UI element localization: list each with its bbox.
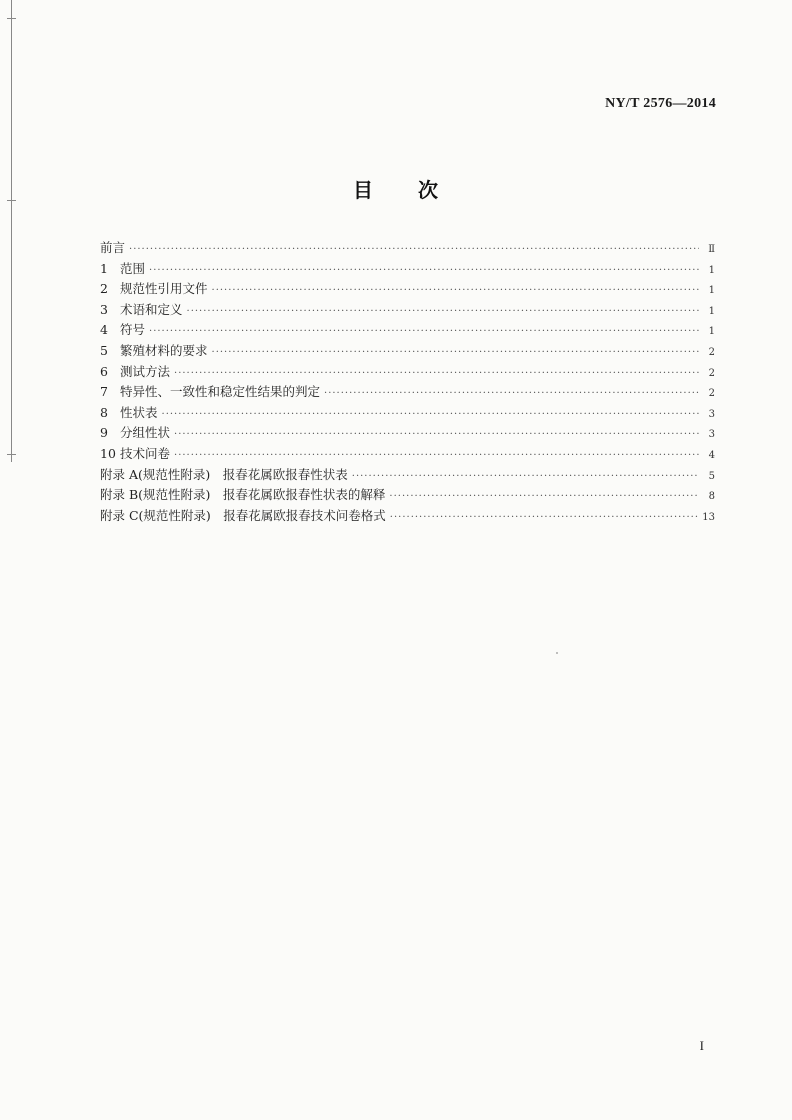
toc-entry-page: 2 — [708, 346, 715, 358]
toc-entry-number: 3 — [100, 301, 108, 317]
toc-entry-number: 1 — [100, 260, 108, 276]
toc-leader-dots — [149, 265, 699, 276]
scan-speck — [556, 652, 558, 654]
page-number: I — [699, 1038, 704, 1053]
toc-entry-8[interactable] — [100, 403, 715, 424]
toc-entry-label: 附录 C(规范性附录) 报春花属欧报春技术问卷格式 — [100, 507, 386, 523]
toc-entry-label: 附录 B(规范性附录) 报春花属欧报春性状表的解释 — [100, 487, 386, 503]
toc-entry-3[interactable] — [100, 300, 715, 321]
toc-leader-dots — [212, 347, 699, 358]
toc-entry-appendix-a[interactable] — [100, 465, 715, 486]
toc-entry-6[interactable] — [100, 362, 715, 383]
toc-entry-number: 4 — [100, 322, 108, 338]
toc-entry-page: 2 — [708, 388, 715, 400]
toc-leader-dots — [187, 306, 699, 317]
toc-entry-7[interactable] — [100, 382, 715, 403]
toc-entry-page: 1 — [708, 285, 715, 297]
toc-entry-page: 1 — [708, 264, 715, 276]
toc-entry-appendix-c[interactable] — [100, 506, 715, 527]
toc-leader-dots — [324, 388, 699, 399]
toc-entry-4[interactable] — [100, 320, 715, 341]
toc-leader-dots — [129, 244, 699, 255]
toc-entry-number: 5 — [100, 342, 108, 358]
toc-leader-dots — [352, 471, 699, 482]
toc-leader-dots — [390, 512, 698, 523]
toc-entry-page: 3 — [708, 408, 715, 420]
toc-entry-number: 8 — [100, 404, 108, 420]
toc-entry-10[interactable] — [100, 444, 715, 465]
toc-entry-5[interactable] — [100, 341, 715, 362]
toc-entry-number: 10 — [100, 445, 116, 461]
toc-entry-number: 2 — [100, 281, 108, 297]
toc-entry-number: 7 — [100, 384, 108, 400]
binding-margin-line — [11, 0, 12, 462]
toc-entry-page: Ⅱ — [708, 244, 715, 255]
document-number: NY/T 2576—2014 — [605, 96, 716, 111]
table-of-contents — [100, 238, 715, 526]
toc-entry-label: 前言 — [100, 240, 126, 255]
toc-entry-page: 1 — [708, 305, 715, 317]
toc-leader-dots — [389, 491, 699, 502]
toc-entry-number: 9 — [100, 425, 108, 441]
toc-entry-label: 技术问卷 — [120, 445, 171, 461]
toc-leader-dots — [174, 368, 699, 379]
toc-title-char-1: 目 — [353, 178, 374, 202]
toc-entry-appendix-b[interactable] — [100, 485, 715, 506]
toc-entry-foreword[interactable] — [100, 238, 715, 259]
toc-title — [0, 174, 792, 203]
toc-entry-label: 术语和定义 — [120, 301, 183, 317]
toc-entry-page: 8 — [708, 491, 715, 503]
toc-entry-label: 特异性、一致性和稳定性结果的判定 — [120, 384, 321, 400]
toc-leader-dots — [212, 285, 699, 296]
toc-leader-dots — [162, 409, 699, 420]
toc-entry-label: 分组性状 — [120, 425, 171, 441]
binding-tick — [7, 18, 16, 19]
toc-entry-page: 13 — [702, 511, 715, 523]
toc-entry-page: 2 — [708, 367, 715, 379]
toc-entry-label: 测试方法 — [120, 363, 171, 379]
toc-entry-number: 6 — [100, 363, 108, 379]
toc-entry-label: 规范性引用文件 — [120, 281, 208, 297]
toc-entry-page: 5 — [708, 470, 715, 482]
toc-entry-label: 符号 — [120, 322, 146, 338]
toc-entry-2[interactable] — [100, 279, 715, 300]
binding-tick — [7, 454, 16, 455]
toc-leader-dots — [174, 429, 699, 440]
toc-entry-page: 3 — [708, 429, 715, 441]
toc-entry-page: 4 — [708, 449, 715, 461]
toc-leader-dots — [149, 326, 699, 337]
toc-leader-dots — [174, 450, 699, 461]
toc-entry-label: 性状表 — [120, 404, 158, 420]
toc-title-char-2: 次 — [418, 178, 439, 202]
toc-entry-page: 1 — [708, 326, 715, 338]
toc-entry-label: 繁殖材料的要求 — [120, 342, 208, 358]
toc-entry-label: 附录 A(规范性附录) 报春花属欧报春性状表 — [100, 466, 348, 482]
toc-entry-1[interactable] — [100, 259, 715, 280]
toc-entry-9[interactable] — [100, 423, 715, 444]
toc-entry-label: 范围 — [120, 260, 146, 276]
